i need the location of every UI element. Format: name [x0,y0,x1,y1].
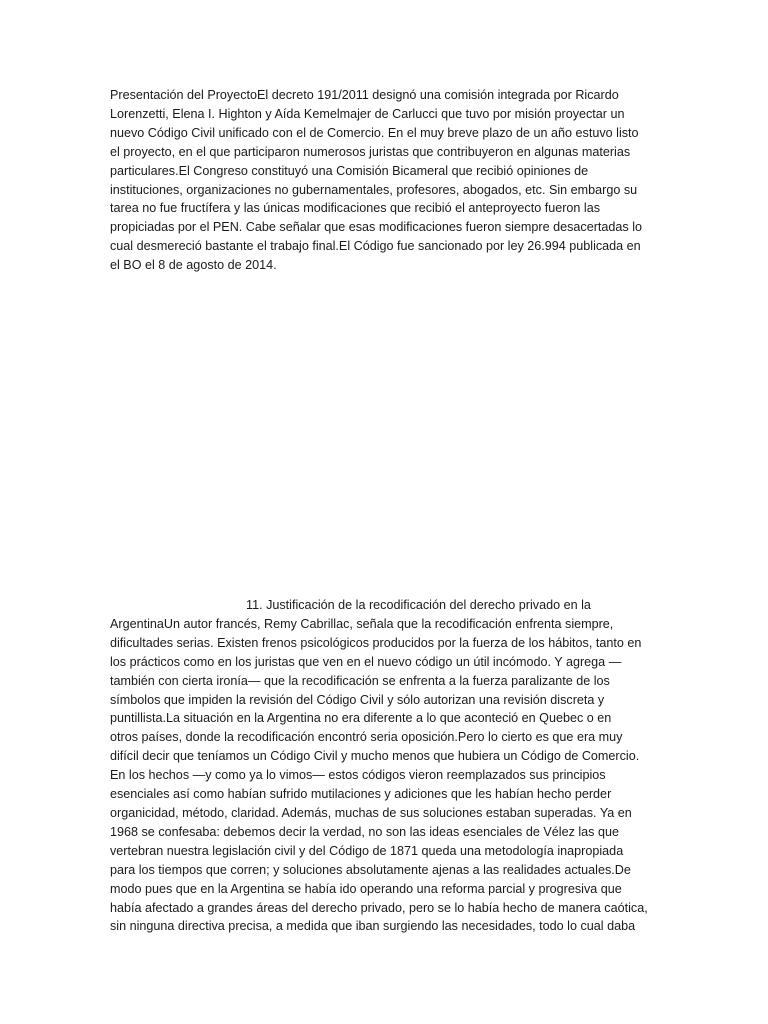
text-line: los prácticos como en los juristas que ven en el nuevo código un útil incómodo. Y agrega — [110,654,622,669]
text-line: cual desmereció bastante el trabajo final.El Código fue sancionado por ley 26.994 publicada en [110,239,641,254]
text-line: puntillista.La situación en la Argentina no era diferente a lo que aconteció en Quebec o en [110,711,612,726]
text-line: En los hechos —y como ya lo vimos— estos códigos vieron reemplazados sus principios [110,768,606,783]
text-line: propiciadas por el PEN. Cabe señalar que esas modificaciones fueron siempre desacertadas lo [110,220,643,235]
text-line: ArgentinaUn autor francés, Remy Cabrillac, señala que la recodificación enfrenta siempre, [110,616,614,631]
text-line: símbolos que impiden la revisión del Código Civil y sólo autorizan una revisión discreta y [110,692,605,707]
text-line: había afectado a grandes áreas del derecho privado, pero se lo había hecho de manera caótica, [110,900,648,915]
text-line: también con cierta ironía— que la recodificación se enfrenta a la fuerza paralizante de los [110,673,610,688]
text-line: esenciales así como habían sufrido mutilaciones y adiciones que les habían hecho perder [110,787,612,802]
text-line: Lorenzetti, Elena I. Highton y Aída Kemelmajer de Carlucci que tuvo por misión proyectar un [110,106,625,121]
paragraph-presentacion-del-proyecto [110,86,658,275]
text-line: nuevo Código Civil unificado con el de Comercio. En el muy breve plazo de un año estuvo listo [110,125,639,140]
section-heading-line: 11. Justificación de la recodificación del derecho privado en la [246,598,591,612]
text-line: Presentación del ProyectoEl decreto 191/2011 designó una comisión integrada por Ricardo [110,88,619,102]
paragraph-justificacion-recodificacion [110,596,658,936]
text-line: 1968 se confesaba: debemos decir la verdad, no son las ideas esenciales de Vélez las que [110,824,619,839]
text-line: para los tiempos que corren; y soluciones absolutamente ajenas a las realidades actuales.De [110,862,631,877]
text-line: el BO el 8 de agosto de 2014. [110,258,277,273]
text-line: organicidad, método, claridad. Además, muchas de sus soluciones estaban superadas. Ya en [110,805,632,820]
text-line: el proyecto, en el que participaron numerosos juristas que contribuyeron en algunas materias [110,144,631,159]
text-line: sin ninguna directiva precisa, a medida que iban surgiendo las necesidades, todo lo cual daba [110,919,636,934]
text-line: otros países, donde la recodificación encontró seria oposición.Pero lo cierto es que era muy [110,730,623,745]
text-line: dificultades serias. Existen frenos psicológicos producidos por la fuerza de los hábitos, tanto en [110,635,642,650]
text-line: particulares.El Congreso constituyó una Comisión Bicameral que recibió opiniones de [110,163,589,178]
text-line: instituciones, organizaciones no gubernamentales, profesores, abogados, etc. Sin embargo su [110,182,638,197]
text-line: difícil decir que teníamos un Código Civil y mucho menos que hubiera un Código de Comercio. [110,749,640,764]
text-line: vertebran nuestra legislación civil y del Código de 1871 queda una metodología inapropiada [110,843,624,858]
text-line: tarea no fue fructífera y las únicas modificaciones que recibió el anteproyecto fueron las [110,201,601,216]
text-line: modo pues que en la Argentina se había ido operando una reforma parcial y progresiva que [110,881,622,896]
